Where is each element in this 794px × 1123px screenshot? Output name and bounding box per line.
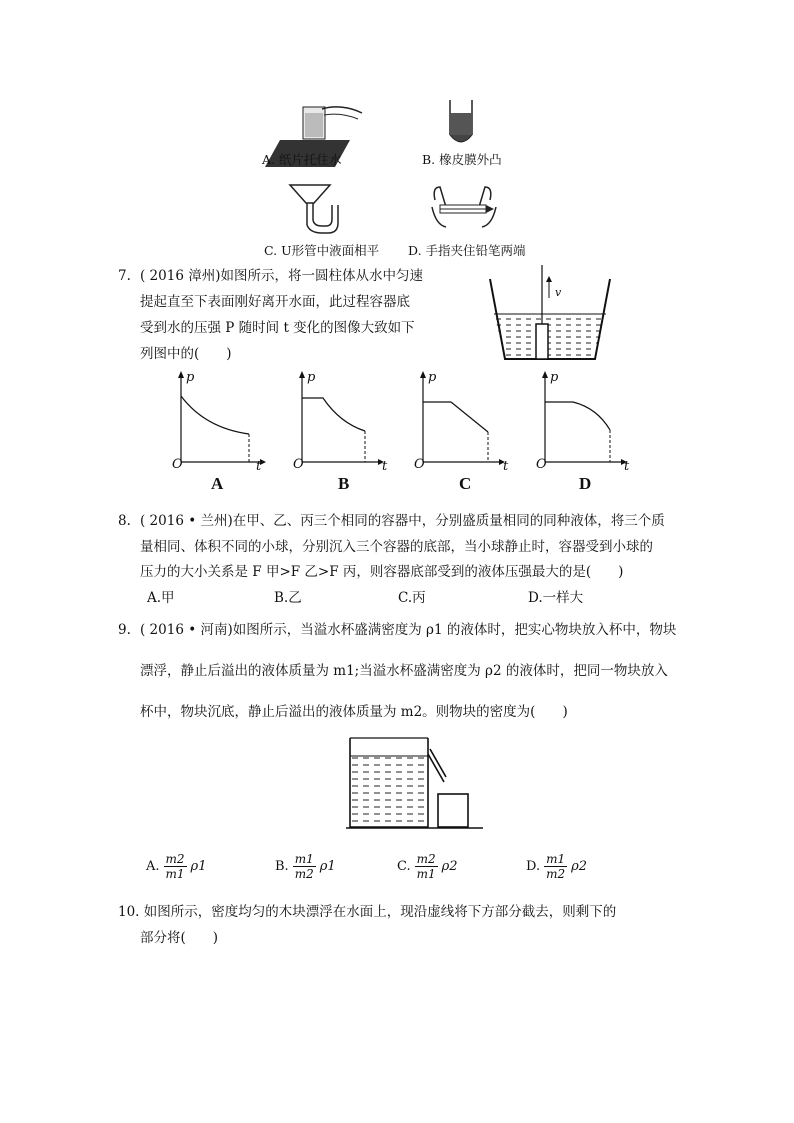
q9-option-a[interactable] bbox=[146, 852, 206, 881]
q7-line-3: 受到水的压强 P 随时间 t 变化的图像大致如下 bbox=[140, 320, 415, 336]
q9-option-b[interactable] bbox=[275, 852, 336, 881]
test-tube-illustration bbox=[450, 100, 472, 142]
q10-line-2: 部分将( ) bbox=[140, 930, 219, 946]
q9-option-b-den: m2 bbox=[294, 867, 314, 881]
q7-number: 7. bbox=[118, 268, 131, 284]
graph-d-o: O bbox=[536, 457, 547, 472]
q9-option-c-den: m1 bbox=[416, 867, 436, 881]
graph-a bbox=[178, 371, 266, 465]
q9-option-b-rho: ρ1 bbox=[319, 859, 336, 874]
velocity-label: v bbox=[555, 286, 562, 299]
q9-option-d-fraction bbox=[544, 852, 567, 881]
graph-d-p: p bbox=[550, 370, 559, 385]
q7-line-2: 提起直至下表面刚好离开水面，此过程容器底 bbox=[140, 294, 410, 310]
q8-line-2: 量相同、体积不同的小球，分别沉入三个容器的底部，当小球静止时，容器受到小球的 bbox=[140, 539, 653, 555]
q7-graphs bbox=[165, 368, 645, 496]
graph-c-t: t bbox=[503, 459, 509, 474]
q8-option-a[interactable]: A.甲 bbox=[147, 590, 175, 606]
q8-line-3: 压力的大小关系是 F 甲>F 乙>F 丙，则容器底部受到的液体压强最大的是( ) bbox=[140, 564, 624, 580]
q9-option-c-fraction bbox=[415, 852, 438, 881]
top-figure-drawing bbox=[250, 95, 540, 260]
q9-option-c-num: m2 bbox=[416, 852, 436, 866]
q7-container-figure bbox=[485, 262, 615, 367]
p-t-graphs bbox=[165, 368, 645, 496]
graph-c-o: O bbox=[414, 457, 425, 472]
figure-top bbox=[250, 95, 540, 260]
q8-option-c[interactable]: C.丙 bbox=[398, 590, 426, 606]
caption-a: A. 纸片托住水 bbox=[262, 152, 342, 167]
graph-a-p: p bbox=[186, 370, 195, 385]
q8-line-1: ( 2016 • 兰州)在甲、乙、丙三个相同的容器中，分别盛质量相同的同种液体，将三个质 bbox=[140, 513, 665, 529]
graph-a-label: A bbox=[211, 474, 224, 493]
graph-c-p: p bbox=[428, 370, 437, 385]
pencil-illustration bbox=[432, 187, 496, 227]
q9-line-1: ( 2016 • 河南)如图所示，当溢水杯盛满密度为 ρ1 的液体时，把实心物块放入杯中，物块 bbox=[140, 622, 677, 638]
q8-option-b[interactable]: B.乙 bbox=[274, 590, 302, 606]
q9-option-d-num: m1 bbox=[546, 852, 566, 866]
q10-line-1: 10. 如图所示，密度均匀的木块漂浮在水面上，现沿虚线将下方部分截去，则剩下的 bbox=[118, 904, 617, 920]
graph-c-label: C bbox=[459, 474, 472, 493]
q9-option-b-letter: B. bbox=[275, 859, 289, 874]
graph-d bbox=[542, 371, 627, 465]
q9-option-d[interactable] bbox=[526, 852, 587, 881]
graph-b-t: t bbox=[382, 459, 388, 474]
graph-a-t: t bbox=[256, 459, 262, 474]
graph-d-label: D bbox=[579, 474, 592, 493]
q9-line-2: 漂浮，静止后溢出的液体质量为 m1;当溢水杯盛满密度为 ρ2 的液体时，把同一物块放入 bbox=[140, 663, 668, 679]
q9-option-a-letter: A. bbox=[146, 859, 160, 874]
q7-line-1: ( 2016 漳州)如图所示，将一圆柱体从水中匀速 bbox=[140, 268, 423, 284]
q9-option-c[interactable] bbox=[397, 852, 458, 881]
graph-b-label: B bbox=[338, 474, 350, 493]
q8-option-d[interactable]: D.一样大 bbox=[528, 590, 584, 606]
q9-option-d-rho: ρ2 bbox=[571, 859, 588, 874]
graph-b bbox=[299, 371, 384, 465]
q9-line-3: 杯中，物块沉底，静止后溢出的液体质量为 m2。则物块的密度为( ) bbox=[140, 704, 568, 720]
graph-c bbox=[420, 371, 505, 465]
q9-number: 9. bbox=[118, 622, 131, 638]
q9-option-b-fraction bbox=[293, 852, 316, 881]
q9-option-a-num: m2 bbox=[165, 852, 185, 866]
graph-a-o: O bbox=[172, 457, 183, 472]
q9-option-a-fraction bbox=[164, 852, 187, 881]
graph-b-o: O bbox=[293, 457, 304, 472]
graph-d-t: t bbox=[624, 459, 630, 474]
q9-option-c-letter: C. bbox=[397, 859, 411, 874]
q8-number: 8. bbox=[118, 513, 131, 529]
q9-option-d-letter: D. bbox=[526, 859, 541, 874]
caption-d: D. 手指夹住铅笔两端 bbox=[408, 243, 526, 258]
q9-overflow-cup-figure bbox=[340, 734, 490, 834]
caption-c: C. U形管中液面相平 bbox=[264, 243, 380, 258]
q9-option-b-num: m1 bbox=[294, 852, 314, 866]
q9-option-a-rho: ρ1 bbox=[190, 859, 207, 874]
caption-b: B. 橡皮膜外凸 bbox=[422, 152, 502, 167]
u-tube-illustration bbox=[290, 185, 338, 233]
q9-option-a-den: m1 bbox=[165, 867, 185, 881]
q7-line-4: 列图中的( ) bbox=[140, 346, 232, 362]
graph-b-p: p bbox=[307, 370, 316, 385]
q9-option-c-rho: ρ2 bbox=[441, 859, 458, 874]
q9-option-d-den: m2 bbox=[546, 867, 566, 881]
